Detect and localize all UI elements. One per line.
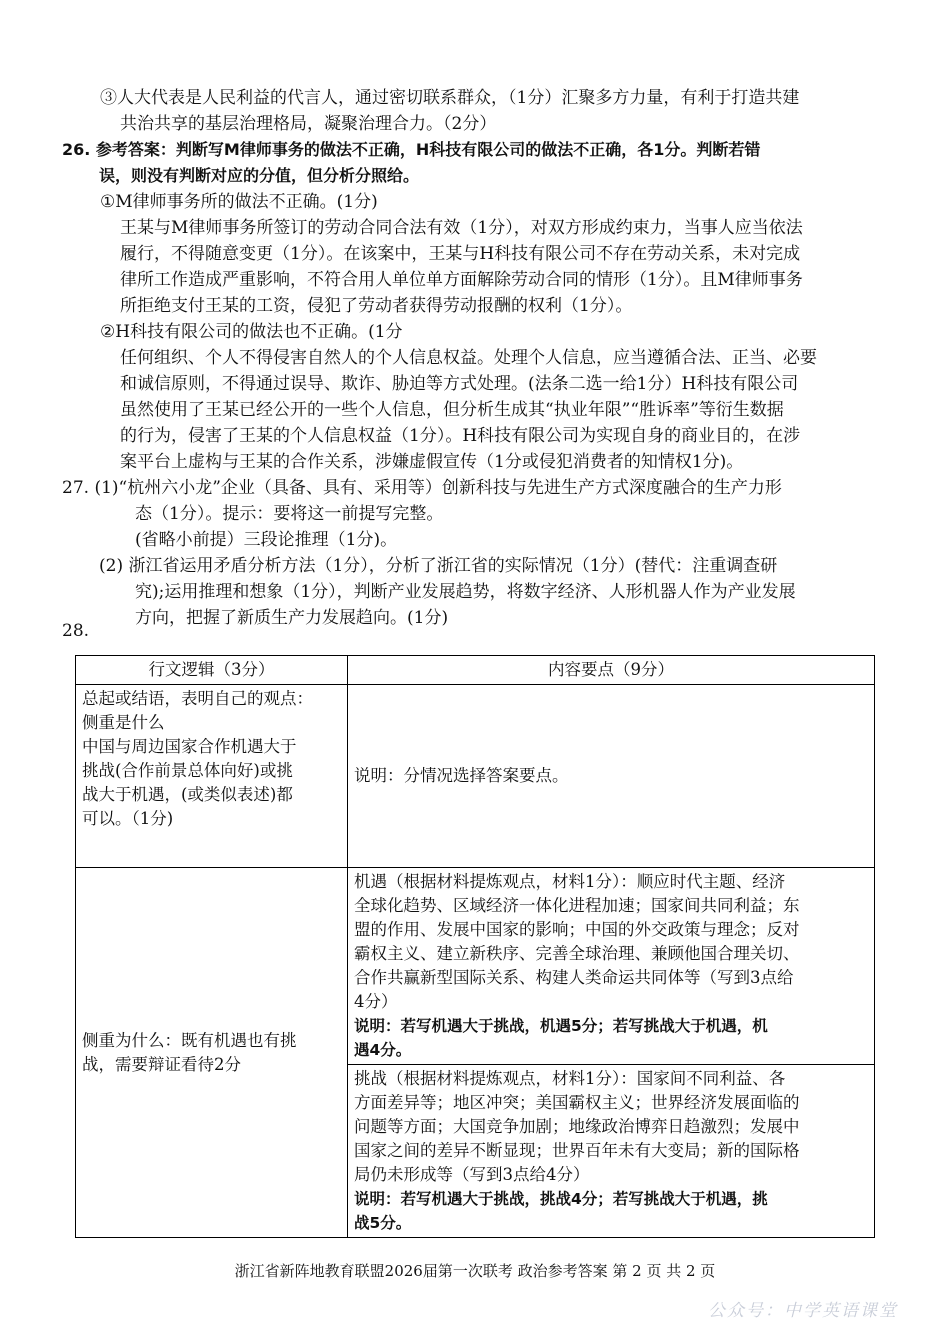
opportunity-cell — [348, 868, 875, 1065]
row2-left-cell — [76, 868, 348, 1238]
text-line: (2) 浙江省运用矛盾分析方法（1分），分析了浙江省的实际情况（1分）(替代：注重调查研 — [99, 556, 778, 576]
cell-line: 可以。（1分) — [82, 809, 174, 828]
cell-line: 全球化趋势、区域经济一体化进程加速；国家间共同利益；东 — [354, 896, 800, 915]
scoring-table — [75, 655, 875, 1238]
row1-right-cell — [348, 685, 875, 868]
cell-line: 战大于机遇，(或类似表述)都 — [82, 785, 293, 804]
cell-line: 机遇（根据材料提炼观点，材料1分）：顺应时代主题、经济 — [354, 872, 786, 891]
text-line: 26. 参考答案：判断写M律师事务的做法不正确，H科技有限公司的做法不正确，各1分。判断若错 — [62, 140, 761, 159]
text-line: ①M律师事务所的做法不正确。(1分) — [100, 192, 378, 212]
cell-line: 侧重是什么 — [82, 713, 165, 732]
cell-line: 国家之间的差异不断显现；世界百年未有大变局；新的国际格 — [354, 1141, 800, 1160]
table-row — [76, 685, 875, 868]
cell-line: 战，需要辩证看待2分 — [82, 1054, 241, 1074]
text-line: 虽然使用了王某已经公开的一些个人信息，但分析生成其“执业年限”“胜诉率”等衍生数据 — [120, 400, 784, 420]
cell-line: 方面差异等；地区冲突；美国霸权主义；世界经济发展面临的 — [354, 1093, 800, 1112]
cell-line: 挑战（根据材料提炼观点，材料1分）：国家间不同利益、各 — [354, 1069, 786, 1088]
text-line: 任何组织、个人不得侵害自然人的个人信息权益。处理个人信息，应当遵循合法、正当、必要 — [120, 348, 817, 368]
cell-line: 局仍未形成等（写到3点给4分） — [354, 1165, 590, 1184]
cell-line: 总起或结语，表明自己的观点： — [82, 689, 313, 708]
page-footer: 浙江省新阵地教育联盟2026届第一次联考 政治参考答案 第 2 页 共 2 页 — [234, 1262, 716, 1280]
cell-line: 问题等方面；大国竞争加剧；地缘政治博弈日趋激烈；发展中 — [354, 1117, 800, 1136]
text-line: 共治共享的基层治理格局，凝聚治理合力。（2分） — [120, 114, 497, 134]
cell-line: 合作共赢新型国际关系、构建人类命运共同体等（写到3点给 — [354, 968, 794, 987]
cell-line: 说明：分情况选择答案要点。 — [354, 766, 569, 785]
text-line: 的行为，侵害了王某的个人信息权益（1分）。H科技有限公司为实现自身的商业目的，在涉 — [120, 426, 801, 446]
cell-line: 中国与周边国家合作机遇大于 — [82, 737, 297, 756]
text-line: 履行，不得随意变更（1分）。在该案中，王某与H科技有限公司不存在劳动关系，未对完成 — [120, 244, 801, 264]
text-line: 误，则没有判断对应的分值，但分析分照给。 — [99, 166, 420, 185]
text-line: 律所工作造成严重影响，不符合用人单位单方面解除劳动合同的情形（1分）。且M律师事务 — [120, 270, 803, 290]
cell-note-line: 战5分。 — [354, 1214, 412, 1232]
cell-line: 盟的作用、发展中国家的影响；中国的外交政策与理念；反对 — [354, 920, 800, 939]
text-line: 所拒绝支付王某的工资，侵犯了劳动者获得劳动报酬的权利（1分）。 — [120, 296, 633, 316]
text-line: (省略小前提）三段论推理（1分)。 — [135, 530, 398, 550]
text-line: 态（1分）。提示：要将这一前提写完整。 — [135, 504, 444, 524]
cell-line: 挑战(合作前景总体向好)或挑 — [82, 761, 293, 780]
cell-line: 4分） — [354, 992, 398, 1011]
header-logic: 行文逻辑（3分） — [76, 656, 348, 685]
watermark: 公众号：中学英语课堂 — [708, 1301, 898, 1321]
text-line: 案平台上虚构与王某的合作关系，涉嫌虚假宣传（1分或侵犯消费者的知情权1分)。 — [120, 452, 744, 472]
text-line: 28. — [62, 621, 90, 641]
cell-line: 侧重为什么：既有机遇也有挑 — [82, 1030, 297, 1050]
text-line: 27. (1)“杭州六小龙”企业（具备、具有、采用等）创新科技与先进生产方式深度融合的生产力形 — [62, 478, 782, 498]
cell-note-line: 说明：若写机遇大于挑战，机遇5分；若写挑战大于机遇，机 — [354, 1017, 768, 1035]
table-row — [76, 868, 875, 1065]
challenge-cell — [348, 1065, 875, 1238]
text-line: ②H科技有限公司的做法也不正确。(1分 — [100, 322, 403, 342]
cell-line: 霸权主义、建立新秩序、完善全球治理、兼顾他国合理关切、 — [354, 944, 800, 963]
cell-note-line: 说明：若写机遇大于挑战，挑战4分；若写挑战大于机遇，挑 — [354, 1190, 768, 1208]
cell-note-line: 遇4分。 — [354, 1041, 412, 1059]
text-line: 和诚信原则，不得通过误导、欺诈、胁迫等方式处理。(法条二选一给1分）H科技有限公司 — [120, 374, 799, 394]
text-line: ③人大代表是人民利益的代言人，通过密切联系群众，（1分）汇聚多方力量，有利于打造共建 — [100, 88, 800, 108]
text-line: 方向，把握了新质生产力发展趋向。(1分) — [135, 608, 449, 628]
header-content: 内容要点（9分） — [348, 656, 875, 685]
row1-left-cell — [76, 685, 348, 868]
text-line: 究);运用推理和想象（1分），判断产业发展趋势，将数字经济、人形机器人作为产业发展 — [135, 582, 796, 602]
table-header-row — [76, 656, 875, 685]
text-line: 王某与M律师事务所签订的劳动合同合法有效（1分），对双方形成约束力，当事人应当依法 — [120, 218, 803, 238]
